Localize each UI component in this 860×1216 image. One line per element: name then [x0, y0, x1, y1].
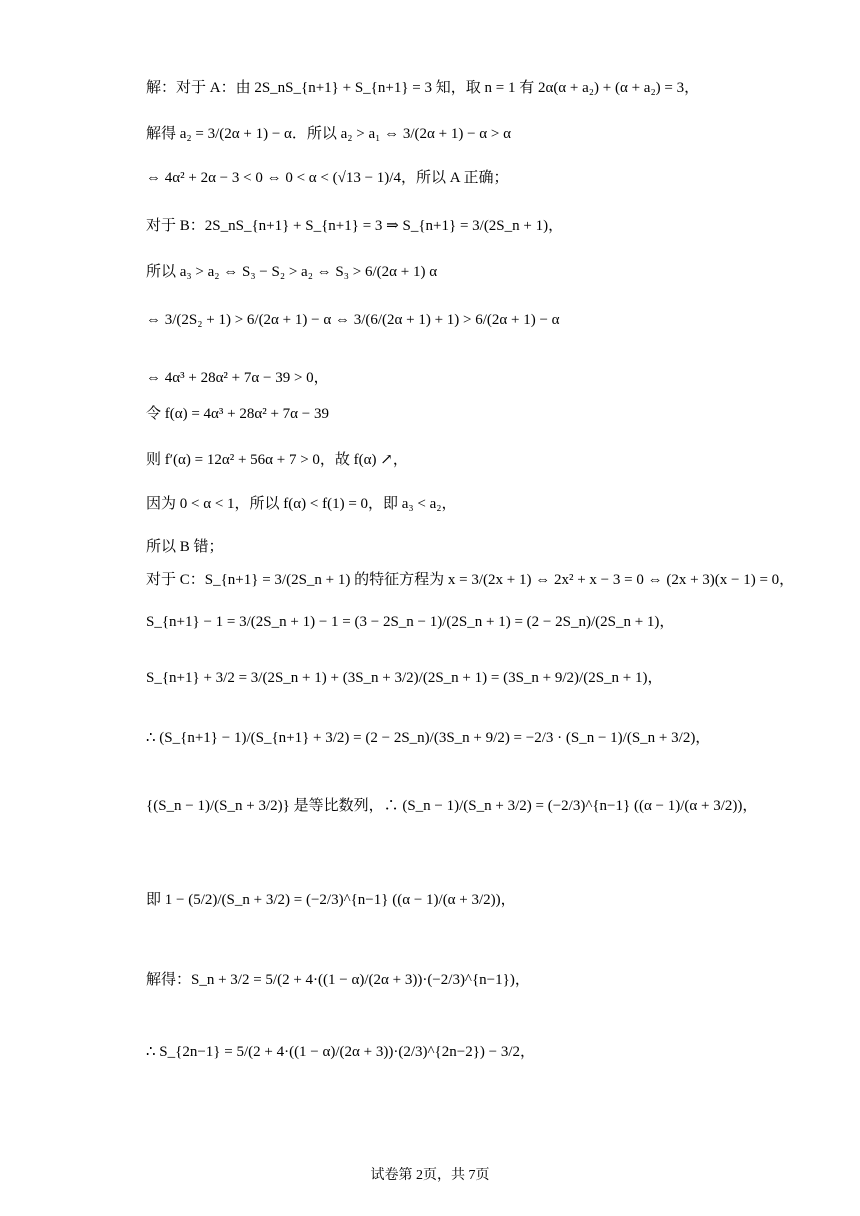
solution-line: 则 f′(α) = 12α² + 56α + 7 > 0，故 f(α) ↗，	[146, 452, 408, 468]
solution-line: 对于 B：2S_nS_{n+1} + S_{n+1} = 3 ⇒ S_{n+1} = 3/(2S_n + 1)，	[146, 218, 564, 234]
solution-line: ⇔ 3/(2S₂ + 1) > 6/(2α + 1) − α ⇔ 3/(6/(2α + 1) + 1) > 6/(2α + 1) − α	[146, 312, 560, 328]
solution-line: S_{n+1} + 3/2 = 3/(2S_n + 1) + (3S_n + 3/2)/(2S_n + 1) = (3S_n + 9/2)/(2S_n + 1)，	[146, 670, 663, 686]
solution-line: 因为 0 < α < 1，所以 f(α) < f(1) = 0，即 a₃ < a₂，	[146, 496, 457, 512]
solution-line: ⇔ 4α³ + 28α² + 7α − 39 > 0，	[146, 370, 329, 386]
solution-line: 解：对于 A：由 2S_nS_{n+1} + S_{n+1} = 3 知，取 n = 1 有 2α(α + a₂) + (α + a₂) = 3，	[146, 80, 700, 96]
solution-line: ∴ S_{2n−1} = 5/(2 + 4·((1 − α)/(2α + 3))·(2/3)^{2n−2}) − 3/2，	[146, 1044, 536, 1060]
page-footer: 试卷第 2页，共 7页	[370, 1168, 490, 1183]
solution-line: 所以 B 错；	[146, 539, 224, 555]
solution-line: ∴ (S_{n+1} − 1)/(S_{n+1} + 3/2) = (2 − 2S_n)/(3S_n + 9/2) = −2/3 · (S_n − 1)/(S_n + 3/2)，	[146, 730, 711, 746]
solution-line: 令 f(α) = 4α³ + 28α² + 7α − 39	[146, 406, 330, 422]
solution-line: 对于 C：S_{n+1} = 3/(2S_n + 1) 的特征方程为 x = 3/(2x + 1) ⇔ 2x² + x − 3 = 0 ⇔ (2x + 3)(x − 1) = 0，	[146, 572, 795, 588]
solution-line: ⇔ 4α² + 2α − 3 < 0 ⇔ 0 < α < (√13 − 1)/4，所以 A 正确；	[146, 170, 509, 186]
solution-line: S_{n+1} − 1 = 3/(2S_n + 1) − 1 = (3 − 2S_n − 1)/(2S_n + 1) = (2 − 2S_n)/(2S_n + 1)，	[146, 614, 675, 630]
solution-line: 解得：S_n + 3/2 = 5/(2 + 4·((1 − α)/(2α + 3))·(−2/3)^{n−1})，	[146, 972, 530, 988]
solution-line: {(S_n − 1)/(S_n + 3/2)} 是等比数列，∴ (S_n − 1)/(S_n + 3/2) = (−2/3)^{n−1} ((α − 1)/(α + 3/2))，	[146, 798, 758, 814]
solution-line: 即 1 − (5/2)/(S_n + 3/2) = (−2/3)^{n−1} ((α − 1)/(α + 3/2))，	[146, 892, 516, 908]
solution-line: 所以 a₃ > a₂ ⇔ S₃ − S₂ > a₂ ⇔ S₃ > 6/(2α + 1) α	[146, 264, 438, 280]
solution-line: 解得 a₂ = 3/(2α + 1) − α．所以 a₂ > a₁ ⇔ 3/(2α + 1) − α > α	[146, 126, 511, 142]
